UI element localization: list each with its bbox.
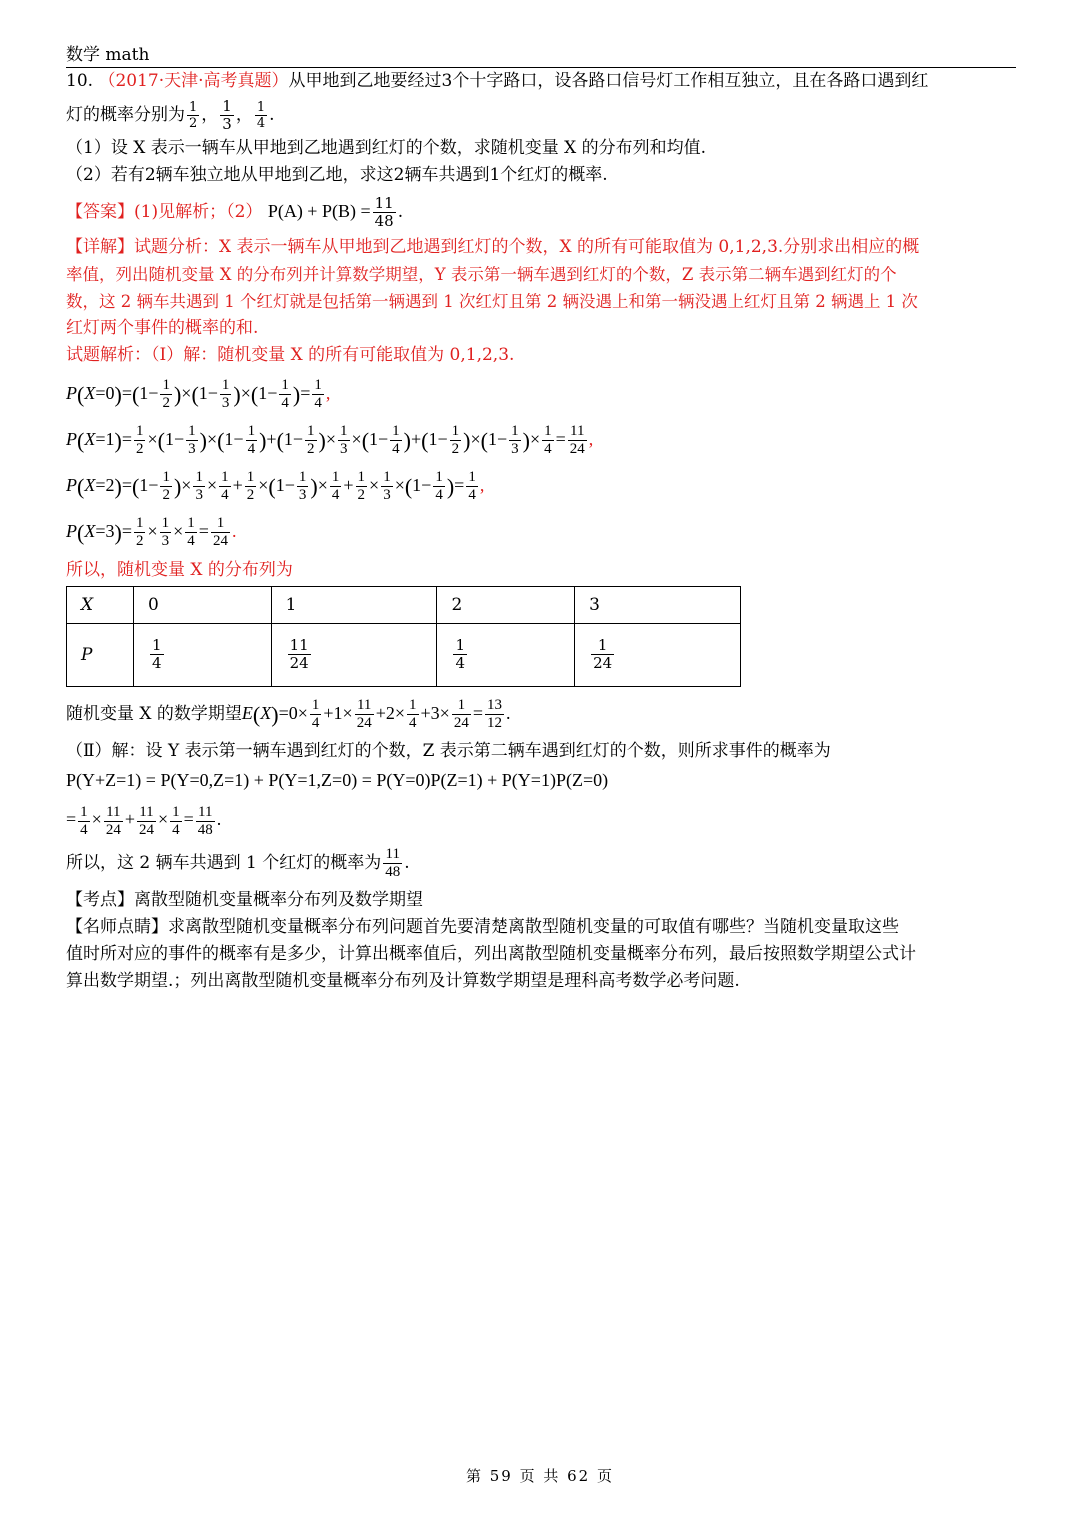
formula-p-x3: P(X=3)= $\frac{1}{2}$ × $\frac{1}{3}$ × $\frac{1}{4}$ = $\frac{1}{24}$ .: [66, 515, 237, 549]
answer-line: 【答案】(1)见解析；（2） P(A) + P(B) = $\frac{11}{48}$ .: [66, 194, 404, 230]
page-footer: 第 59 页 共 62 页: [465, 1467, 614, 1485]
part2-conclusion: 所以，这 2 辆车共遇到 1 个红灯的概率为 $\frac{11}{48}$ .: [66, 846, 410, 881]
kaodian-line: [66, 887, 1016, 914]
table-cell: X: [67, 586, 134, 623]
page-header: 数学 math: [66, 40, 1016, 68]
detail-text-1: X 表示一辆车从甲地到乙地遇到红灯的个数，X 的所有可能取值为 0,1,2,3.分别求出相应的概: [219, 237, 920, 257]
part2-equation-1: P(Y+Z=1) = P(Y=0,Z=1) + P(Y=1,Z=0) = P(Y=0)P(Z=1) + P(Y=1)P(Z=0): [66, 770, 609, 791]
question-part-2: （2）若有2辆车独立地从甲地到乙地，求这2辆车共遇到1个红灯的概率.: [66, 165, 608, 185]
mingshi-line-3: 算出数学期望.；列出离散型随机变量概率分布列及计算数学期望是理科高考数学必考问题.: [66, 971, 740, 992]
table-cell: 0: [134, 586, 272, 623]
kaodian-label: 【考点】: [66, 890, 134, 911]
table-row: [67, 586, 741, 623]
table-cell: $\frac{1}{24}$: [575, 623, 741, 686]
question-part-1: （1）设 X 表示一辆车从甲地到乙地遇到红灯的个数，求随机变量 X 的分布列和均值.: [66, 138, 707, 158]
detail-label: 【详解】: [66, 237, 134, 257]
expectation-line: 随机变量 X 的数学期望E(X)=0× $\frac{1}{4}$ +1× $\frac{11}{24}$ +2× $\frac{1}{4}$ +3× $\frac{1}{24}$ = $\frac{13}{12}$ .: [66, 696, 511, 731]
detail-line-4: 红灯两个事件的概率的和.: [66, 318, 259, 338]
table-cell: $\frac{1}{4}$: [437, 623, 575, 686]
mingshi-text-1: 求离散型随机变量概率分布列问题首先要清楚离散型随机变量的可取值有哪些？当随机变量取这些: [168, 917, 899, 938]
question-stem-2: 灯的概率分别为: [66, 105, 185, 125]
table-cell: 2: [437, 586, 575, 623]
question-source: （2017·天津·高考真题）: [98, 71, 289, 91]
detail-line-2: 率值，列出随机变量 X 的分布列并计算数学期望，Y 表示第一辆车遇到红灯的个数，Z 表示第二辆车遇到红灯的个: [66, 265, 897, 284]
answer-text: (1)见解析；（2）: [134, 202, 263, 222]
formula-p-x1: P(X=1)= $\frac{1}{2}$ ×(1− $\frac{1}{3}$ )×(1− $\frac{1}{4}$ )+(1− $\frac{1}{2}$ )× $\frac{1}{3}$ ×(1− $\frac{1}{4}$ )+(1− $\frac{1}{2}$ )×(1− $\frac{1}{3}$ )× $\frac{1}{4}$ = $\frac{11}{24}$ ,: [66, 423, 594, 458]
answer-formula: P(A) + P(B) =: [267, 201, 371, 221]
table-cell: 1: [271, 586, 437, 623]
question-number: 10.: [66, 71, 94, 91]
detail-line-1: [66, 234, 1016, 261]
question-stem-line-2: 灯的概率分别为 $\frac{1}{2}$ ， $\frac{1}{3}$ ， $\frac{1}{4}$ .: [66, 97, 275, 133]
solution-intro-text: （Ⅰ）解：随机变量 X 的所有可能取值为 0,1,2,3.: [151, 345, 515, 365]
distribution-table: [66, 586, 741, 687]
part2-intro: （Ⅱ）解：设 Y 表示第一辆车遇到红灯的个数，Z 表示第二辆车遇到红灯的个数，则所求事件的概率为: [66, 741, 831, 762]
question-stem-1: 从甲地到乙地要经过3个十字路口，设各路口信号灯工作相互独立，且在各路口遇到红: [288, 71, 929, 91]
document-page: [66, 40, 1016, 995]
solution-heading: 试题解析：: [66, 345, 151, 365]
answer-label: 【答案】: [66, 202, 134, 222]
table-row: [67, 623, 741, 686]
mingshi-label: 【名师点睛】: [66, 917, 168, 938]
formula-p-x2: P(X=2)=(1− $\frac{1}{2}$ )× $\frac{1}{3}$ × $\frac{1}{4}$ + $\frac{1}{2}$ ×(1− $\frac{1}{3}$ )× $\frac{1}{4}$ + $\frac{1}{2}$ × $\frac{1}{3}$ ×(1− $\frac{1}{4}$ )= $\frac{1}{4}$ ,: [66, 469, 485, 504]
table-cell: $\frac{1}{4}$: [134, 623, 272, 686]
solution-intro: [66, 342, 1016, 369]
expectation-text: 随机变量 X 的数学期望: [66, 703, 242, 724]
detail-heading: 试题分析：: [134, 237, 219, 257]
detail-line-3: 数，这 2 辆车共遇到 1 个红灯就是包括第一辆遇到 1 次红灯且第 2 辆没遇上和第一辆没遇上红灯且第 2 辆遇上 1 次: [66, 292, 918, 311]
mingshi-line-1: [66, 914, 1016, 941]
distribution-intro: 所以，随机变量 X 的分布列为: [66, 559, 293, 580]
kaodian-text: 离散型随机变量概率分布列及数学期望: [134, 890, 423, 911]
question-stem-line-1: [66, 68, 1016, 95]
table-cell: $\frac{11}{24}$: [271, 623, 437, 686]
part2-equation-2: = $\frac{1}{4}$ × $\frac{11}{24}$ + $\frac{11}{24}$ × $\frac{1}{4}$ = $\frac{11}{48}$ .: [66, 803, 222, 838]
formula-p-x0: P(X=0)=(1− $\frac{1}{2}$ )×(1− $\frac{1}{3}$ )×(1− $\frac{1}{4}$ )= $\frac{1}{4}$ ,: [66, 377, 331, 412]
part2-conclusion-text: 所以，这 2 辆车共遇到 1 个红灯的概率为: [66, 853, 382, 874]
table-cell: 3: [575, 586, 741, 623]
table-cell: P: [67, 623, 134, 686]
mingshi-line-2: 值时所对应的事件的概率有是多少，计算出概率值后，列出离散型随机变量概率分布列，最后按照数学期望公式计: [66, 944, 916, 965]
